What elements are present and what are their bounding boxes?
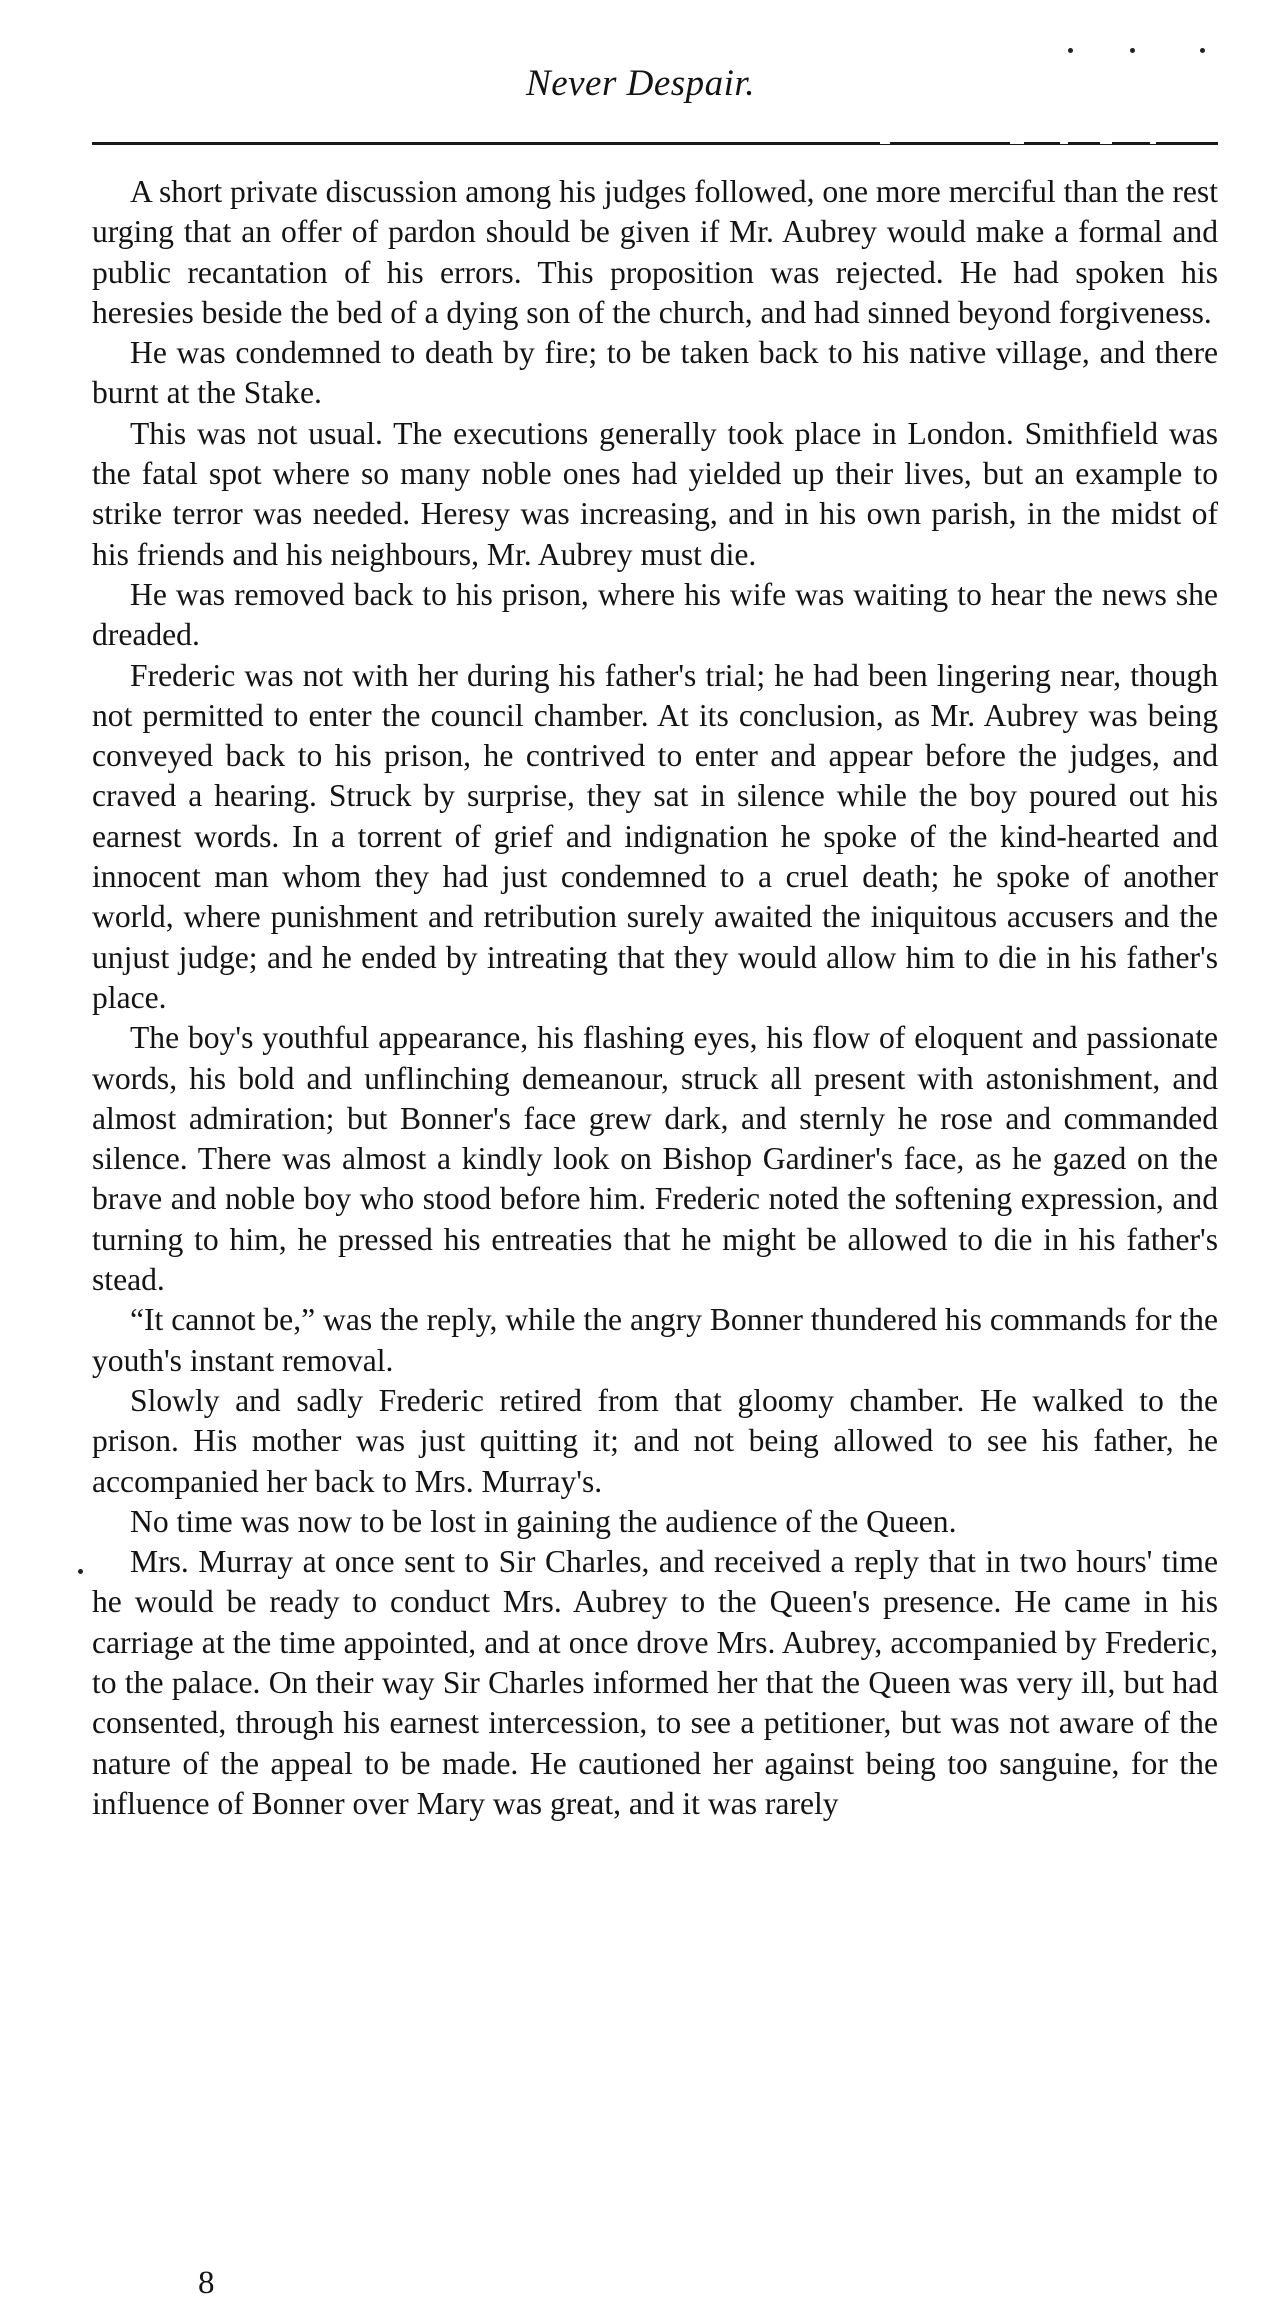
paragraph: This was not usual. The executions generally took place in London. Smithfield was the fatal spot where so many noble ones had yielded up their lives, but an example to strike terror was needed. Heresy was increasing, and in his own parish, in the midst of his friends and his neighbours, Mr. Aubrey must die. [92,415,1218,572]
paragraph: Frederic was not with her during his father's trial; he had been lingering near, though not permitted to enter the council chamber. At its conclusion, as Mr. Aubrey was being conveyed back to his prison, he contrived to enter and appear before the judges, and craved a hearing. Struck by surprise, they sat in silence while the boy poured out his earnest words. In a torrent of grief and indignation he spoke of the kind-hearted and innocent man whom they had just condemned to a cruel death; he spoke of another world, where punishment and retribution surely awaited the iniquitous accusers and the unjust judge; and he ended by intreating that they would allow him to die in his father's place. [92,657,1218,1015]
header-rule-gap [1010,141,1024,144]
header-rule [92,142,1218,145]
paragraph: He was removed back to his prison, where his wife was waiting to hear the news she dreaded. [92,576,1218,653]
body-text [92,172,1218,1824]
margin-mark [78,1569,83,1574]
page-number: 8 [198,2265,215,2301]
paragraph: Mrs. Murray at once sent to Sir Charles, and received a reply that in two hours' time he would be ready to conduct Mrs. Aubrey to the Queen's presence. He came in his carriage at the time appointed, and at once drove Mrs. Aubrey, accompanied by Frederic, to the palace. On their way Sir Charles informed her that the Queen was very ill, but had consented, through his earnest intercession, to see a petitioner, but was not aware of the nature of the appeal to be made. He cautioned her against being too sanguine, for the influence of Bonner over Mary was great, and it was rarely [92,1544,1218,1821]
header-rule-gap [1150,141,1156,144]
paragraph: A short private discussion among his judges followed, one more merciful than the rest urging that an offer of pardon should be given if Mr. Aubrey would make a formal and public recantation of his errors. This proposition was rejected. He had spoken his heresies beside the bed of a dying son of the church, and had sinned beyond forgiveness. [92,174,1219,330]
paragraph: Slowly and sadly Frederic retired from that gloomy chamber. He walked to the prison. His mother was just quitting it; and not being allowed to see his father, he accompanied her back to Mrs. Murray's. [92,1382,1218,1499]
header-rule-gap [1100,141,1112,144]
paragraph: He was condemned to death by fire; to be taken back to his native village, and there burnt at the Stake. [92,335,1218,411]
paragraph: “It cannot be,” was the reply, while the angry Bonner thundered his commands for the youth's instant removal. [92,1302,1218,1378]
paragraph: The boy's youthful appearance, his flashing eyes, his flow of eloquent and passionate words, his bold and unflinching demeanour, struck all present with astonishment, and almost admiration; but Bonner's face grew dark, and sternly he rose and commanded silence. There was almost a kindly look on Bishop Gardiner's face, as he gazed on the brave and noble boy who stood before him. Frederic noted the softening expression, and turning to him, he pressed his entreaties that he might be allowed to die in his father's stead. [92,1020,1218,1298]
paragraph: No time was now to be lost in gaining the audience of the Queen. [130,1503,957,1539]
header-rule-gap [1060,141,1068,144]
corner-print-marks [1068,48,1208,62]
running-head: Never Despair. [526,63,755,104]
header-rule-gap [880,141,890,144]
